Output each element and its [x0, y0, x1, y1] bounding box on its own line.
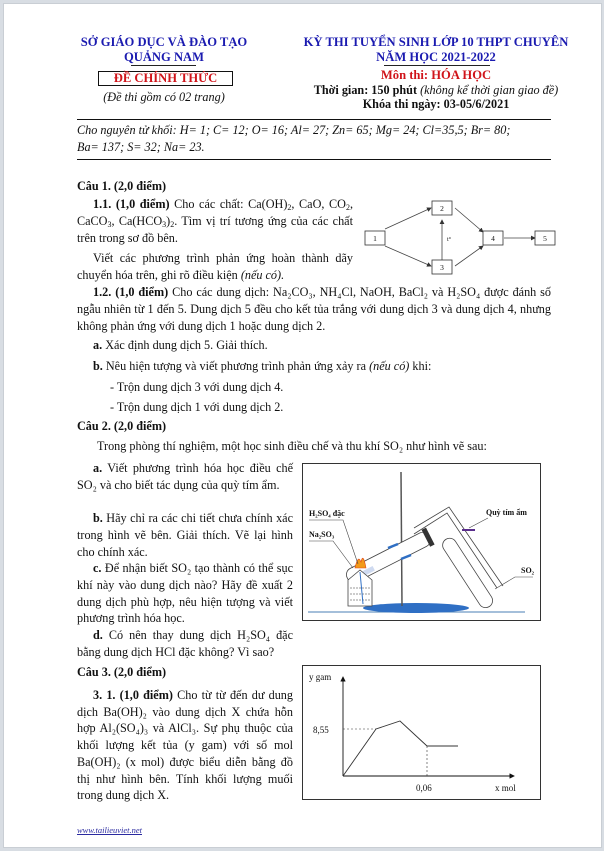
time-label: Thời gian: 150 phút: [313, 83, 418, 97]
q2-d: [77, 627, 293, 661]
province-name: QUẢNG NAM: [123, 50, 205, 64]
divider-top: [77, 119, 551, 120]
text-fragment: Có nên thay dung dịch H₂SO₄ đặc bằng dung dịch HCl đặc không? Vì sao?: [77, 628, 293, 659]
q3-part1-label: 3. 1. (1,0 điểm): [93, 688, 173, 702]
school-year: NĂM HỌC 2021-2022: [376, 50, 496, 64]
text-fragment: Hãy chỉ ra các chi tiết chưa chính xác trong hình vẽ bên. Giải thích. Vẽ lại hình cho chính xác.: [77, 511, 293, 559]
label-litmus: Quỳ tím ẩm: [486, 508, 527, 517]
divider-bottom: [77, 159, 551, 160]
label-salt: Na₂SO₃: [309, 530, 335, 539]
text-fragment: (nếu có): [369, 359, 410, 373]
item-label: b.: [93, 359, 103, 373]
text-fragment: khi:: [409, 359, 432, 373]
x-axis-label: x mol: [495, 783, 516, 793]
q1-part1-label: 1.1. (1,0 điểm): [93, 197, 170, 211]
node-3: 3: [440, 263, 444, 272]
label-gas: SO₂: [521, 566, 535, 575]
text-fragment: Viết phương trình hóa học điều chế SO₂ và cho biết tác dụng của quỳ tím ẩm.: [77, 461, 293, 492]
item-label: b.: [93, 511, 103, 525]
q1-part1-para2: [77, 250, 353, 284]
text-fragment: Nêu hiện tượng và viết phương trình phản ứng xảy ra: [102, 359, 370, 373]
subject: Môn thi: HÓA HỌC: [380, 68, 492, 82]
node-5: 5: [543, 234, 547, 243]
q2-intro: Trong phòng thí nghiệm, một học sinh điều chế và thu khí SO₂ như hình vẽ sau:: [97, 439, 487, 453]
q2-c: [77, 560, 293, 627]
node-2: 2: [440, 204, 444, 213]
atomic-masses-line1: Cho nguyên tử khối: H= 1; C= 12; O= 16; Al= 27; Zn= 65; Mg= 24; Cl=35,5; Br= 80;: [77, 123, 511, 137]
text-fragment: Cho từ từ đến dư dung dịch Ba(OH)₂ vào dung dịch X chứa hỗn hợp Al₂(SO₄)₃ và AlCl₃. Sự phụ thuộc của khối lượng kết tủa (y gam) với số mol Ba(OH)₂ (x mol) được biểu diễn bằng đồ thị như hình bên. Tính khối lượng muối trong dung dịch X.: [77, 688, 293, 803]
text-fragment: Viết các phương trình phản ứng hoàn thành dãy chuyển hóa trên, ghi rõ điều kiện: [77, 251, 353, 282]
text-fragment: , CaCO: [77, 197, 353, 228]
q3-part1-text: [77, 687, 293, 804]
q3-title: Câu 3. (2,0 điểm): [77, 665, 167, 679]
atomic-masses-line2: Ba= 137; S= 32; Na= 23.: [77, 140, 205, 154]
q1-bullet-2: - Trộn dung dịch 1 với dung dịch 2.: [110, 400, 284, 414]
page-count-note: (Đề thi gồm có 02 trang): [103, 90, 225, 104]
text-fragment: , Ca(HCO: [111, 213, 163, 228]
q2-b: [77, 510, 293, 560]
q1-conversion-diagram: [359, 194, 559, 284]
heat-label: t°: [446, 237, 452, 243]
node-1: 1: [373, 234, 377, 243]
exam-title: KỲ THI TUYỂN SINH LỚP 10 THPT CHUYÊN: [303, 35, 569, 49]
time-note: (không kể thời gian giao đề): [420, 83, 559, 97]
y-tick-8-55: 8,55: [313, 725, 329, 735]
q1-title: Câu 1. (2,0 điểm): [77, 179, 167, 193]
q1-part2-a: [93, 337, 268, 354]
exam-date: Khóa thi ngày: 03-05/6/2021: [362, 97, 510, 111]
label-acid: H₂SO₄ đặc: [309, 509, 345, 518]
document-page: [3, 3, 602, 848]
department-name: SỞ GIÁO DỤC VÀ ĐÀO TẠO: [80, 35, 248, 49]
text-fragment: Để nhận biết SO₂ tạo thành có thể sục khí này vào dung dịch nào? Hãy đề xuất 2 dung dịch phù hợp, nêu hiện tượng và viết phương trình hóa học.: [77, 561, 293, 626]
graph-drawing: [303, 666, 540, 799]
item-label: a.: [93, 461, 103, 475]
text-fragment: Cho các dung dịch: Na₂CO₃, NH₄Cl, NaOH, BaCl₂ và H₂SO₄ được đánh số ngẫu nhiên từ 1 đến 5. Dung dịch 5 đều cho kết tủa trắng với dung dịch 3 và dung dịch 4, nhưng không phản ứng với dung dịch 1 hoặc dung dịch 2.: [77, 285, 552, 333]
apparatus-drawing: [303, 464, 540, 620]
official-exam-label: ĐỀ CHÍNH THỨC: [98, 71, 233, 86]
atomic-masses: [77, 122, 557, 156]
text-fragment: Cho các chất: Ca(OH): [169, 197, 288, 211]
q2-apparatus-figure: [302, 463, 541, 621]
q2-a: [77, 460, 293, 494]
text-fragment: Xác định dung dịch 5. Giải thích.: [102, 338, 268, 352]
q1-part1-text: 1.1. (1,0 điểm) Cho các chất: $Ca(OH)_2$, CaO, $CO_2$, CaCO$_3$, $Ca(HCO_3)_2$. Tìm vị trí tương ứng của các chất trên trong sơ đồ bên.: [77, 197, 353, 245]
text-fragment: (nếu có).: [240, 267, 285, 282]
exam-time: [276, 83, 596, 97]
q1-part2-label: 1.2. (1,0 điểm): [93, 285, 169, 299]
header-underline-left: [131, 65, 196, 66]
q3-precipitate-graph: [302, 665, 541, 800]
node-4: 4: [491, 234, 495, 243]
q1-bullet-1: - Trộn dung dịch 3 với dung dịch 4.: [110, 380, 284, 394]
item-label: d.: [93, 628, 103, 642]
footer-website-link[interactable]: www.tailieuviet.net: [77, 825, 142, 835]
y-axis-label: y gam: [309, 672, 332, 682]
x-tick-0-06: 0,06: [416, 783, 432, 793]
q2-title: Câu 2. (2,0 điểm): [77, 419, 167, 433]
q1-part2-b: [93, 358, 431, 375]
q1-part2-text: [77, 284, 551, 334]
item-label: c.: [93, 561, 102, 575]
text-fragment: , CaO, CO: [291, 197, 346, 211]
header-underline-right: [384, 65, 490, 66]
text-fragment: . Tìm vị trí tương ứng của các chất trên trong sơ đồ bên.: [77, 213, 353, 245]
item-label: a.: [93, 338, 103, 352]
